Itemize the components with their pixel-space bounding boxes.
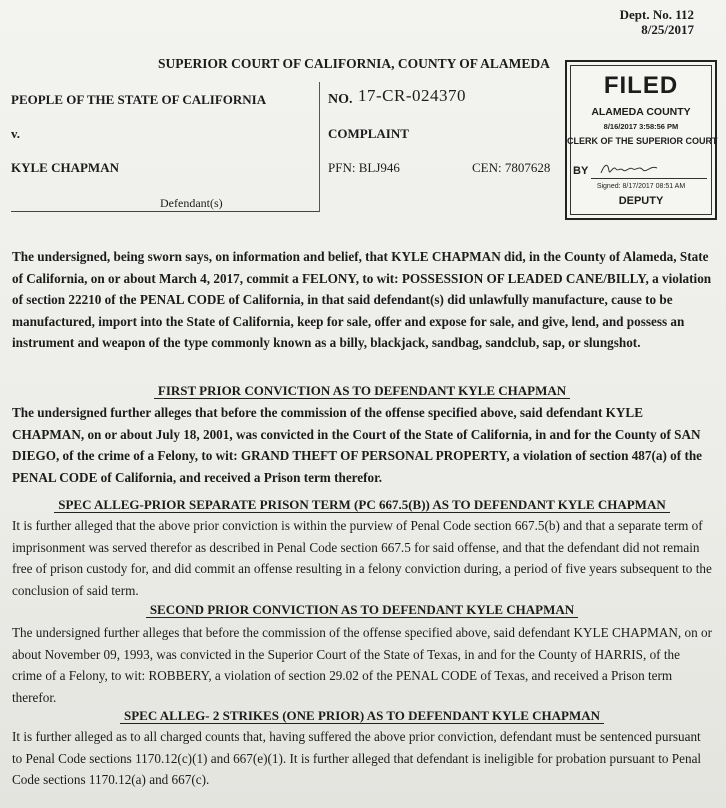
stamp-county: ALAMEDA COUNTY [591, 106, 691, 118]
first-prior-heading [12, 380, 712, 402]
first-prior-paragraph: The undersigned further alleges that before the commission of the offense specified above, said defendant KYLE CHAPMAN, on or about July 18, 2001, was convicted in the Court of the State of California, in and for the County of SAN DIEGO, of the crime of a Felony, to wit: GRAND THEFT OF PERSONAL PROPERTY, a violation of section 487(a) of the PENAL CODE of California, and received a Prison term therefor. [12, 405, 703, 485]
two-strikes-heading [12, 705, 712, 727]
dept-block [620, 7, 694, 37]
case-number: 17-CR-024370 [358, 86, 466, 105]
stamp-filed-label: FILED [603, 72, 679, 99]
prison-term-heading [12, 494, 712, 516]
filed-stamp [565, 60, 717, 220]
plaintiff-name: PEOPLE OF THE STATE OF CALIFORNIA [11, 92, 267, 107]
versus-label: v. [11, 126, 21, 141]
first-prior-heading-text: FIRST PRIOR CONVICTION AS TO DEFENDANT KYLE CHAPMAN [154, 383, 570, 399]
stamp-timestamp: 8/16/2017 3:58:56 PM [603, 122, 679, 131]
stamp-signature-line [591, 178, 707, 179]
second-prior-heading-text: SECOND PRIOR CONVICTION AS TO DEFENDANT KYLE CHAPMAN [146, 602, 578, 618]
document-date: 8/25/2017 [641, 22, 694, 37]
pfn-number: PFN: BLJ946 [328, 160, 400, 175]
second-prior-heading [12, 599, 712, 621]
stamp-clerk: CLERK OF THE SUPERIOR COURT [567, 136, 718, 146]
case-number-label: NO. [328, 92, 353, 107]
stamp-deputy-label: DEPUTY [618, 195, 664, 207]
caption-divider [11, 211, 319, 212]
defendant-name: KYLE CHAPMAN [11, 160, 119, 175]
dept-number: Dept. No. 112 [619, 7, 694, 22]
prison-term-paragraph: It is further alleged that the above prior conviction is within the purview of Penal Code section 667.5(b) and that a separate term of imprisonment was served therefor as described in Penal Code section 667.5 for said offense, and that the defendant did not remain free of prison custody for, and did commit an offense resulting in a felony conviction during, a period of five years subsequent to the conclusion of said term. [12, 518, 712, 598]
prison-term-heading-text: SPEC ALLEG-PRIOR SEPARATE PRISON TERM (PC 667.5(B)) AS TO DEFENDANT KYLE CHAPMAN [54, 497, 669, 513]
two-strikes-paragraph: It is further alleged as to all charged counts that, having suffered the above prior conviction, defendant must be sentenced pursuant to Penal Code sections 1170.12(c)(1) and 667(e)(1). It is further alleged that defendant is ineligible for probation pursuant to Penal Code sections 1170.12(a) and 667(c). [12, 729, 702, 787]
two-strikes-heading-text: SPEC ALLEG- 2 STRIKES (ONE PRIOR) AS TO DEFENDANT KYLE CHAPMAN [120, 708, 604, 724]
cen-number: CEN: 7807628 [472, 160, 551, 175]
court-title: SUPERIOR COURT OF CALIFORNIA, COUNTY OF ALAMEDA [158, 56, 550, 71]
caption-vertical-divider [319, 82, 320, 212]
stamp-by-label: BY [573, 165, 589, 177]
stamp-signed-timestamp: Signed: 8/17/2017 08:51 AM [596, 183, 686, 190]
clerk-signature-icon [599, 159, 659, 177]
defendant-label: Defendant(s) [160, 196, 223, 210]
charge-paragraph: The undersigned, being sworn says, on information and belief, that KYLE CHAPMAN did, in the County of Alameda, State of California, on or about March 4, 2017, commit a FELONY, to wit: POSSESSION OF LEADED CANE/BILLY, a violation of section 22210 of the PENAL CODE of California, in that said defendant(s) did unlawfully manufacture, cause to be manufactured, import into the State of California, keep for sale, offer and expose for sale, and give, lend, and possess an instrument and weapon of the type commonly known as a billy, blackjack, sandbag, sandclub, sap, or slungshot. [12, 249, 712, 350]
second-prior-paragraph: The undersigned further alleges that before the commission of the offense specified above, said defendant KYLE CHAPMAN, on or about November 09, 1993, was convicted in the Superior Court of the State of Texas, in and for the County of HARRIS, of the crime of a Felony, to wit: ROBBERY, a violation of section 29.02 of the PENAL CODE of Texas, and received a Prison term therefor. [12, 625, 712, 705]
document-type: COMPLAINT [328, 126, 409, 141]
